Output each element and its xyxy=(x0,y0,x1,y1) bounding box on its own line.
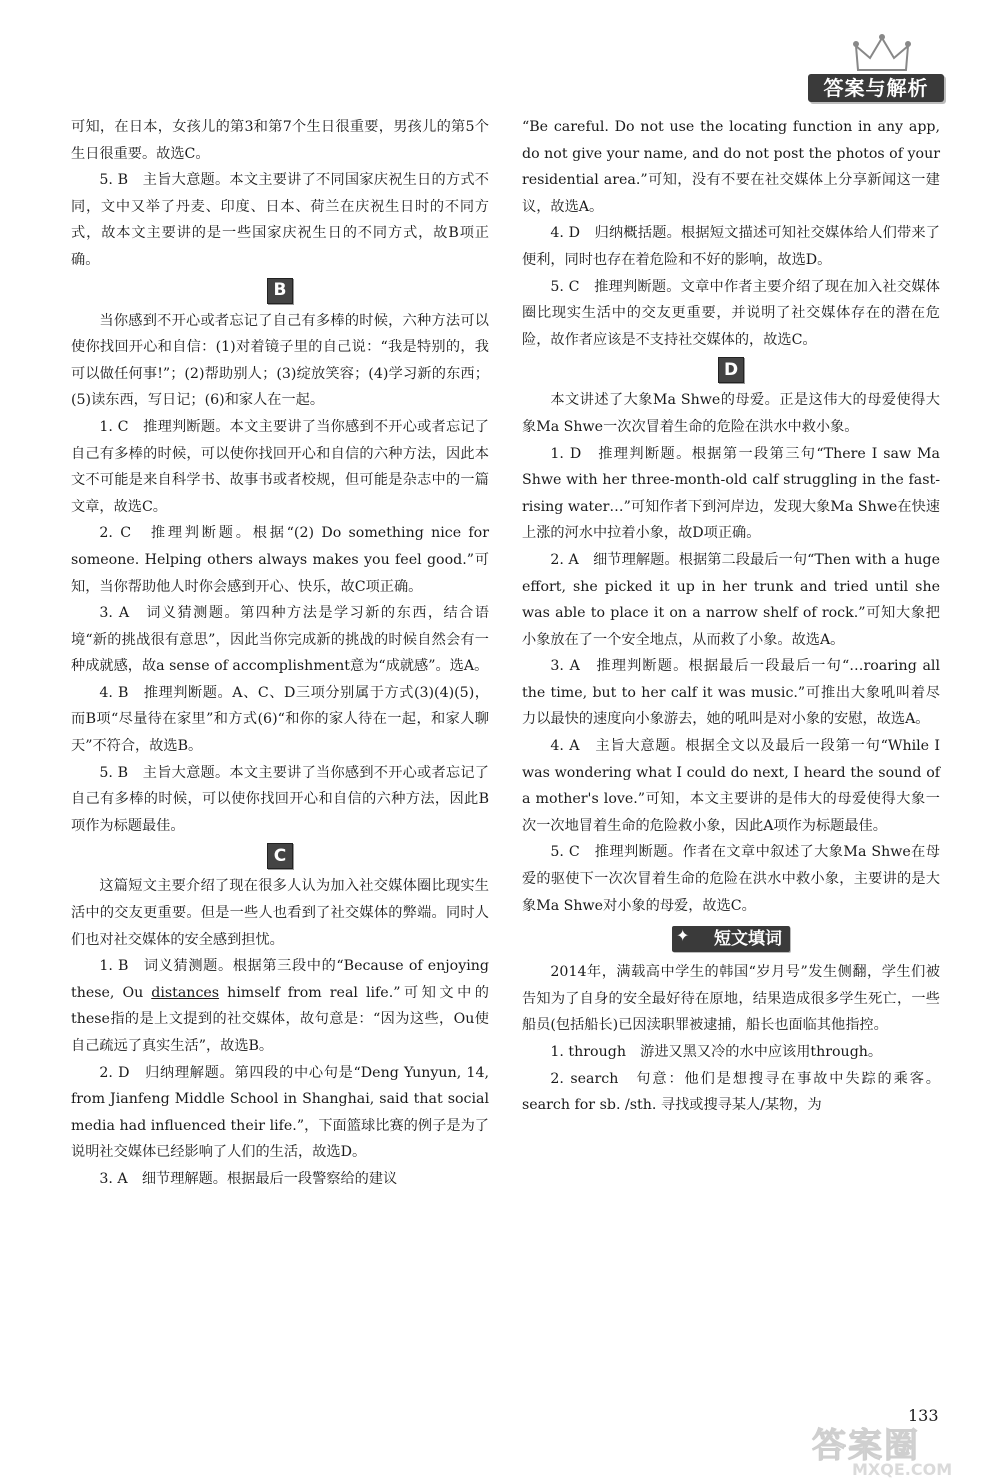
page-number: 133 xyxy=(908,1406,939,1425)
underlined-word: distances xyxy=(151,984,220,1001)
paragraph: 2. A 细节理解题。根据第二段最后一句“Then with a huge effort, she picked it up in her trunk and tried until she was able to place it on a narrow shelf of rock.”可知大象把小象放在了一个安全地点，从而救了小象。故选A。 xyxy=(522,551,940,648)
section-title-badge: 答案与解析 xyxy=(808,74,944,102)
watermark xyxy=(812,1418,992,1480)
paragraph: 2. search 句意：他们是想搜寻在事故中失踪的乘客。search for sb. /sth. 寻找或搜寻某人/某物，为 xyxy=(522,1070,940,1114)
paragraph: 3. A 词义猜测题。第四种方法是学习新的东西，结合语境“新的挑战很有意思”，因此当你完成新的挑战的时候自然会有一种成就感，故a sense of accomplishment意为“成就感”。选A。 xyxy=(71,605,489,675)
paragraph: “Be careful. Do not use the locating function in any app, do not give your name, and do not post the photos of your residential area.”可知，没有不要在社交媒体上分享新闻这一建议，故选A。 xyxy=(522,119,940,215)
star-icon: ✦ xyxy=(676,926,690,946)
text-run: 1. B 词义猜测题。根据第三段中的“Because of enjoying these, Ou xyxy=(71,958,489,1001)
paragraph: 5. C 推理判断题。文章中作者主要介绍了现在加入社交媒体圈比现实生活中的交友更重要，并说明了社交媒体存在的潜在危险，故作者应该是不支持社交媒体的，故选C。 xyxy=(522,278,940,348)
watermark-url: MXQE.COM xyxy=(852,1460,953,1479)
paragraph: 本文讲述了大象Ma Shwe的母爱。正是这伟大的母爱使得大象Ma Shwe一次次冒着生命的危险在洪水中救小象。 xyxy=(522,392,940,435)
paragraph: 3. A 细节理解题。根据最后一段警察给的建议 xyxy=(99,1170,398,1187)
right-column xyxy=(522,114,940,1119)
section-label: B xyxy=(267,278,293,304)
paragraph xyxy=(71,953,489,1059)
paragraph: 2. D 归纳理解题。第四段的中心句是“Deng Yunyun, 14, from Jianfeng Middle School in Shanghai, said that social media had influenced their life.”，下面篮球比赛的例子是为了说明社交媒体已经影响了人们的生活，故选D。 xyxy=(71,1064,489,1161)
paragraph: 这篇短文主要介绍了现在很多人认为加入社交媒体圈比现实生活中的交友更重要。但是一些人也看到了社交媒体的弊端。同时人们也对社交媒体的安全感到担忧。 xyxy=(71,878,489,948)
watermark-logo: 答案圈 xyxy=(812,1426,920,1466)
section-marker-b xyxy=(71,274,489,308)
section-label: C xyxy=(267,843,293,869)
banner-label: 短文填词 xyxy=(714,929,782,950)
paragraph: 4. B 推理判断题。A、C、D三项分别属于方式(3)(4)(5)，而B项“尽量待在家里”和方式(6)“和你的家人待在一起，和家人聊天”不符合，故选B。 xyxy=(71,684,489,755)
paragraph: 1. C 推理判断题。本文主要讲了当你感到不开心或者忘记了自己有多棒的时候，可以使你找回开心和自信的六种方法，因此本文不可能是来自科学书、故事书或者校规，但可能是杂志中的一篇文章，故选C。 xyxy=(71,418,489,515)
text-run: himself from real life.”可知文中的these指的是上文提到的社交媒体，故句意是：“因为这些，Ou使自己疏远了真实生活”，故选B。 xyxy=(71,984,489,1054)
paragraph: 当你感到不开心或者忘记了自己有多棒的时候，六种方法可以使你找回开心和自信：(1)对着镜子里的自己说：“我是特别的，我可以做任何事!”；(2)帮助别人；(3)绽放笑容；(4)学习新的东西；(5)读东西，写日记；(6)和家人在一起。 xyxy=(71,312,489,409)
section-label: D xyxy=(718,357,744,383)
paragraph: 5. B 主旨大意题。本文主要讲了当你感到不开心或者忘记了自己有多棒的时候，可以使你找回开心和自信的六种方法，因此B项作为标题最佳。 xyxy=(71,764,489,834)
paragraph: 5. B 主旨大意题。本文主要讲了不同国家庆祝生日的方式不同，文中又举了丹麦、印度、日本、荷兰在庆祝生日时的不同方式，故本文主要讲的是一些国家庆祝生日的不同方式，故B项正确。 xyxy=(71,172,489,268)
paragraph: 2014年，满载高中学生的韩国“岁月号”发生侧翻，学生们被告知为了自身的安全最好待在原地，结果造成很多学生死亡，一些船员(包括船长)已因渎职罪被逮捕，船长也面临其他指控。 xyxy=(522,964,940,1034)
paragraph: 3. A 推理判断题。根据最后一段最后一句“…roaring all the time, but to her calf it was music.”可推出大象吼叫着尽力以最快的速度向小象游去，她的吼叫是对小象的安慰，故选A。 xyxy=(522,658,940,728)
left-column xyxy=(71,114,489,1193)
paragraph: 4. D 归纳概括题。根据短文描述可知社交媒体给人们带来了便利，同时也存在着危险和不好的影响，故选D。 xyxy=(522,225,940,268)
section-marker-c xyxy=(71,839,489,873)
section-banner xyxy=(672,926,790,952)
paragraph: 2. C 推理判断题。根据“(2) Do something nice for someone. Helping others always makes you feel good.”可知，当你帮助他人时你会感到开心、快乐，故C项正确。 xyxy=(71,525,489,595)
paragraph: 1. through 游进又黑又冷的水中应该用through。 xyxy=(550,1044,883,1060)
paragraph: 1. D 推理判断题。根据第一段第三句“There I saw Ma Shwe with her three-month-old calf struggling in the fast-rising water…”可知作者下到河岸边，发现大象Ma Shwe在快速上涨的河水中拉着小象，故D项正确。 xyxy=(522,445,940,542)
crown-icon xyxy=(852,34,912,74)
header-badge xyxy=(808,34,958,106)
paragraph: 4. A 主旨大意题。根据全文以及最后一段第一句“While I was wondering what I could do next, I heard the sound of a mother's love.”可知，本文主要讲的是伟大的母爱使得大象一次一次地冒着生命的危险救小象，因此A项作为标题最佳。 xyxy=(522,738,940,834)
section-banner-row xyxy=(522,919,940,959)
paragraph: 5. C 推理判断题。作者在文章中叙述了大象Ma Shwe在母爱的驱使下一次次冒着生命的危险在洪水中救小象，主要讲的是大象Ma Shwe对小象的母爱，故选C。 xyxy=(522,844,940,914)
paragraph: 可知，在日本，女孩儿的第3和第7个生日很重要，男孩儿的第5个生日很重要。故选C。 xyxy=(71,119,489,162)
section-marker-d xyxy=(522,353,940,387)
